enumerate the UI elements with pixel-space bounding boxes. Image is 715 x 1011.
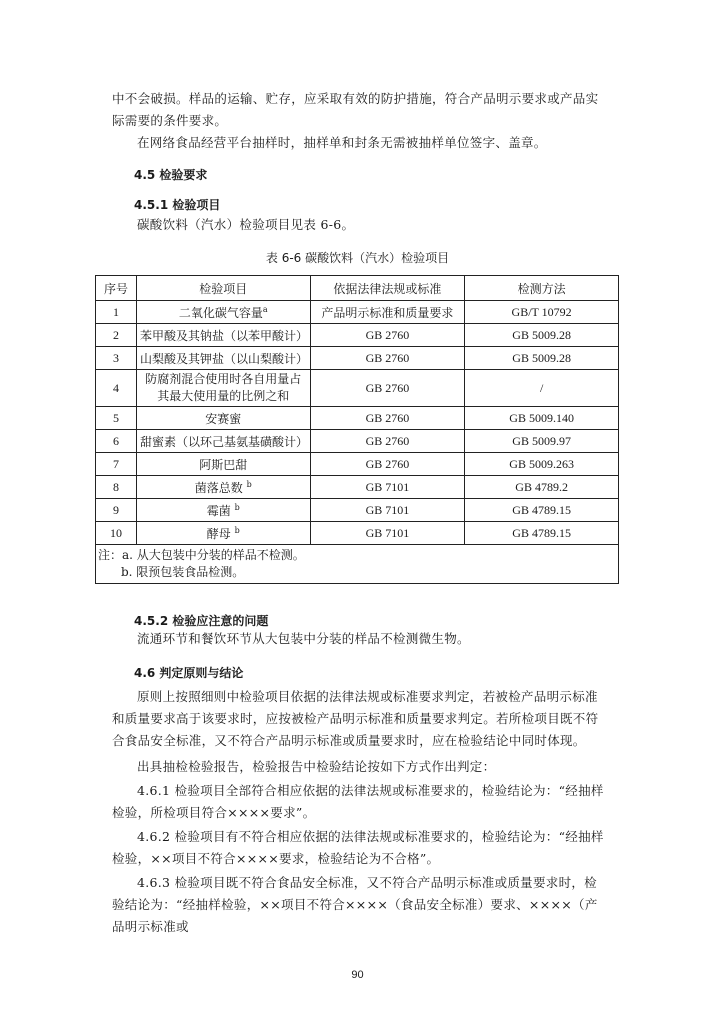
row-method: GB 4789.15 [465, 499, 619, 522]
heading-4-5-1: 4.5.1 检验项目 [134, 198, 221, 212]
table-row [96, 301, 619, 324]
table-row [96, 430, 619, 453]
page-number: 90 [351, 969, 364, 981]
row-basis: GB 2760 [310, 324, 465, 347]
paragraph-4-6-1: 4.6.1 检验项目全部符合相应依据的法律法规或标准要求的，检验结论为：“经抽样检验，所检项目符合××××要求”。 [112, 783, 604, 820]
row-no: 9 [96, 499, 137, 522]
row-method: / [465, 370, 619, 407]
row-basis: GB 2760 [310, 407, 465, 430]
table-row [96, 453, 619, 476]
row-item: 酵母 $^b$ [136, 522, 310, 545]
note-b: b. 限预包装食品检测。 [121, 565, 245, 579]
row-basis: GB 2760 [310, 430, 465, 453]
row-item: 二氧化碳气容量$^a$ [136, 301, 310, 324]
row-method: GB 5009.28 [465, 347, 619, 370]
row-no: 6 [96, 430, 137, 453]
header-no: 序号 [96, 276, 137, 301]
row-method: GB 5009.97 [465, 430, 619, 453]
paragraph-judgement-principle: 原则上按照细则中检验项目依据的法律法规或标准要求判定，若被检产品明示标准和质量要求高于该要求时，应按被检产品明示标准和质量要求判定。若所检项目既不符合食品安全标准，又不符合产品明示标准或质量要求时，应在检验结论中同时体现。 [112, 689, 599, 748]
paragraph-online-sampling: 在网络食品经营平台抽样时，抽样单和封条无需被抽样单位签字、盖章。 [137, 135, 547, 150]
table-row [96, 324, 619, 347]
header-basis: 依据法律法规或标准 [310, 276, 465, 301]
paragraph-test-items-ref: 碳酸饮料（汽水）检验项目见表 6-6。 [137, 217, 355, 232]
header-item: 检验项目 [136, 276, 310, 301]
table-row [96, 407, 619, 430]
paragraph-report-conclusion: 出具抽检检验报告，检验报告中检验结论按如下方式作出判定： [137, 759, 496, 774]
row-basis: GB 2760 [310, 347, 465, 370]
row-item: 山梨酸及其钾盐（以山梨酸计） [136, 347, 310, 370]
row-method: GB 5009.28 [465, 324, 619, 347]
table-notes-row [96, 545, 619, 584]
row-item: 安赛蜜 [136, 407, 310, 430]
table-row [96, 370, 619, 407]
row-item: 霉菌 $^b$ [136, 499, 310, 522]
heading-4-6: 4.6 判定原则与结论 [134, 666, 244, 680]
row-no: 10 [96, 522, 137, 545]
row-method: GB 5009.263 [465, 453, 619, 476]
row-basis: GB 7101 [310, 522, 465, 545]
header-method: 检测方法 [465, 276, 619, 301]
row-item: 苯甲酸及其钠盐（以苯甲酸计） [136, 324, 310, 347]
row-basis: GB 7101 [310, 499, 465, 522]
row-basis: GB 7101 [310, 476, 465, 499]
row-no: 5 [96, 407, 137, 430]
row-basis: GB 2760 [310, 370, 465, 407]
footnote-marker: b [234, 502, 240, 512]
footnote-marker: b [246, 479, 252, 489]
row-no: 7 [96, 453, 137, 476]
table-caption: 表 6-6 碳酸饮料（汽水）检验项目 [265, 251, 450, 265]
row-method: GB/T 10792 [465, 301, 619, 324]
row-no: 8 [96, 476, 137, 499]
table-header-row [96, 276, 619, 301]
table-row [96, 347, 619, 370]
paragraph-sampling-transport: 中不会破损。样品的运输、贮存，应采取有效的防护措施，符合产品明示要求或产品实际需要的条件要求。 [112, 91, 599, 128]
row-method: GB 5009.140 [465, 407, 619, 430]
note-a: 注：a. 从大包装中分装的样品不检测。 [98, 548, 305, 562]
row-basis: GB 2760 [310, 453, 465, 476]
paragraph-4-6-2: 4.6.2 检验项目有不符合相应依据的法律法规或标准要求的，检验结论为：“经抽样检验，××项目不符合××××要求，检验结论为不合格”。 [112, 829, 604, 866]
row-method: GB 4789.2 [465, 476, 619, 499]
row-item: 菌落总数 $^b$ [136, 476, 310, 499]
row-no: 4 [96, 370, 137, 407]
row-item: 甜蜜素（以环己基氨基磺酸计） [136, 430, 310, 453]
row-basis: 产品明示标准和质量要求 [310, 301, 465, 324]
row-no: 3 [96, 347, 137, 370]
row-item: 防腐剂混合使用时各自用量占其最大使用量的比例之和 [136, 370, 310, 407]
footnote-marker: a [262, 304, 268, 314]
row-item: 阿斯巴甜 [136, 453, 310, 476]
row-method: GB 4789.15 [465, 522, 619, 545]
table-row [96, 476, 619, 499]
table-row [96, 522, 619, 545]
paragraph-4-6-3: 4.6.3 检验项目既不符合食品安全标准，又不符合产品明示标准或质量要求时，检验结论为：“经抽样检验，××项目不符合××××（食品安全标准）要求、××××（产品明示标准或 [112, 875, 598, 934]
paragraph-microbe-note: 流通环节和餐饮环节从大包装中分装的样品不检测微生物。 [137, 631, 470, 646]
heading-4-5-2: 4.5.2 检验应注意的问题 [134, 614, 269, 628]
footnote-marker: b [234, 525, 240, 535]
heading-4-5: 4.5 检验要求 [134, 168, 208, 182]
table-row [96, 499, 619, 522]
row-no: 2 [96, 324, 137, 347]
test-items-table [95, 275, 619, 584]
table-notes [96, 545, 619, 584]
row-no: 1 [96, 301, 137, 324]
